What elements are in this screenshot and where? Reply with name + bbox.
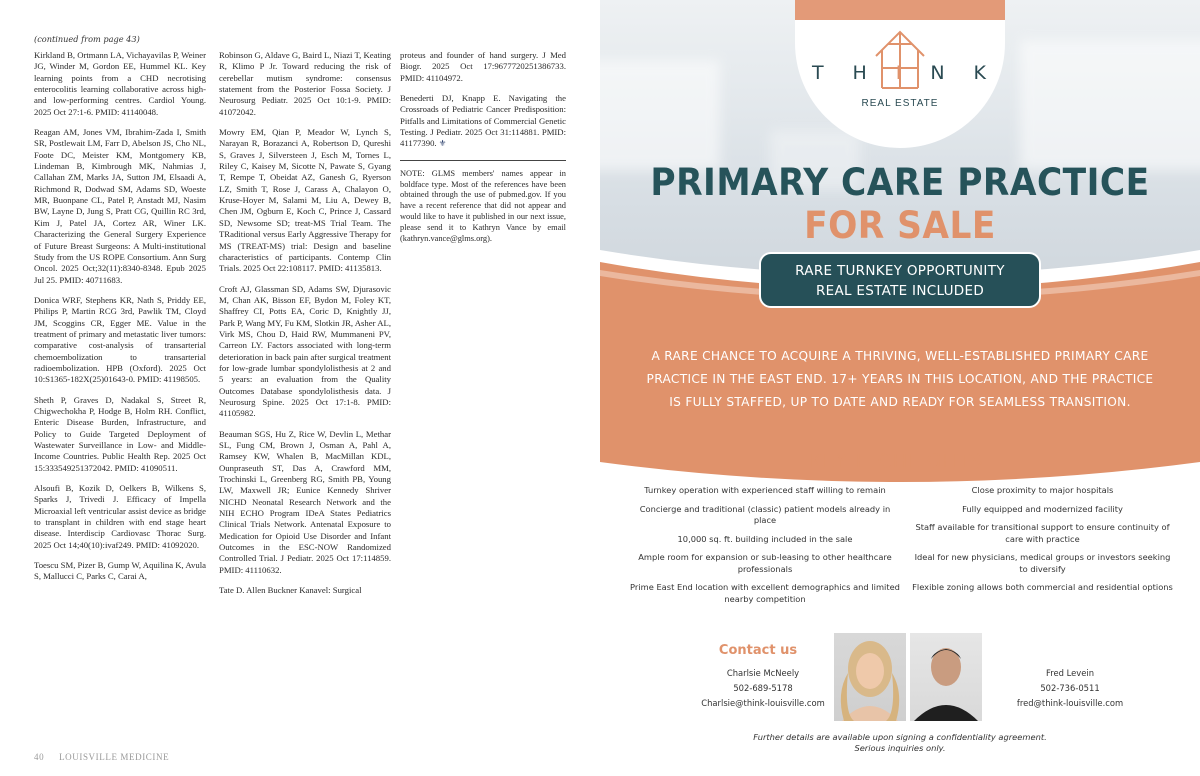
reference-entry [400, 93, 566, 150]
contact-phone: 502-689-5178 [733, 683, 793, 693]
ad-subheadline: FOR SALE [804, 204, 996, 247]
reference-entry: Mowry EM, Qian P, Meador W, Lynch S, Narayan R, Borazanci A, Robertson D, Qureshi S, Graves J, Silversteen J, Esch M, Tornes L, Riley C, Kaisey M, Sicotte N, Pawate S, Gyang T, Rempe T, Obeidat AZ, Ganesh G, Ryerson LZ, Smith T, Rose J, Carass A, Chalayon O, Kruse-Hoyer M, Salami M, Liu A, Dewey B, Chen JM, Ogburn E, Koch C, Prince J, Cassard SD, Newsome SD; treat-MS Trial Team. The TRaditional versus Early Aggressive Therapy for MS (TREAT-MS) trial: Design and baseline characteristics of participants. Contemp Clin Trials. 2025 Oct 22:108117. PMID: 41135813. [219, 127, 391, 274]
logo-letter: K [973, 62, 988, 84]
agent-photo-man [910, 633, 982, 721]
agent-photo-woman [834, 633, 906, 721]
ad-headline: PRIMARY CARE PRACTICE [650, 161, 1150, 204]
page-footer [34, 752, 169, 762]
reference-entry: Alsoufi B, Kozik D, Oelkers B, Wilkens S, Sparks J, Trivedi J. Efficacy of Impella Microaxial left ventricular assist device as bridge to transplant in children with end stage heart disease. Interdiscip Cardiovasc Thorac Surg. 2025 Oct 14;40(10):ivaf249. PMID: 41092020. [34, 483, 206, 550]
page-number: 40 [34, 752, 45, 762]
contact-email: Charlsie@think-louisville.com [701, 698, 825, 708]
reference-entry: Donica WRF, Stephens KR, Nath S, Priddy EE, Philips P, Martin RCG 3rd, Pawlik TM, Cloyd JM, Scoggins CR, Egger ME. Value in the treatment of primary and metastatic liver tumors: comparative cost-analysis of transarterial chemoembolization to transarterial radioembolization. HPB (Oxford). 2025 Oct 10:S1365-182X(25)01643-0. PMID: 41198505. [34, 294, 206, 385]
reference-entry: Robinson G, Aldave G, Baird L, Niazi T, Keating R, Klimo P Jr. Toward reducing the risk of cerebellar mutism syndrome: consensus statement from the Posterior Fossa Society. J Neurosurg Pediatr. 2025 Oct 10:1-9. PMID: 41072042. [219, 50, 391, 117]
reference-entry: Tate D. Allen Buckner Kanavel: Surgical [219, 585, 362, 596]
fine-print-line-2: Serious inquiries only. [854, 743, 946, 753]
highlight-item: Staff available for transitional support to ensure continuity of care with practice [915, 522, 1170, 544]
intro-text: A RARE CHANCE TO ACQUIRE A THRIVING, WELL-ESTABLISHED PRIMARY CARE PRACTICE IN THE EAST END. 17+ YEARS IN THIS LOCATION, AND THE PRACTICE IS FULLY STAFFED, UP TO DATE AND READY FOR SEAMLESS TRANSITION. [646, 349, 1154, 409]
fleur-de-lis-icon: ⚜ [438, 138, 447, 149]
logo-letter: I [895, 62, 904, 84]
highlight-item: Close proximity to major hospitals [971, 485, 1114, 495]
reference-text: Benederti DJ, Knapp E. Navigating the Crossroads of Pediatric Cancer Predisposition: Pitfalls and Limitations of Commercial Genetic Testing. J Pediatr. 2025 Oct 31:114881. PMID: 41177390. [400, 93, 566, 149]
highlight-item: Ample room for expansion or sub-leasing to other healthcare professionals [638, 552, 892, 574]
reference-entry: Toescu SM, Pizer B, Gump W, Aquilina K, Avula S, Mallucci C, Parks C, Carai A, [34, 560, 207, 582]
contact-name: Charlsie McNeely [726, 668, 800, 678]
reference-entry: Kirkland B, Ortmann LA, Vichayavilas P, Weiner JG, Winder M, Gordon EE, Hummel KL. Key learning points from a CHD necrotising enterocolitis learning collaborative across high- and low-performing centres. Cardiol Young. 2025 Oct 27:1-6. PMID: 41140048. [34, 50, 206, 117]
house-logo-icon [866, 26, 934, 96]
highlight-item: Turnkey operation with experienced staff willing to remain [644, 485, 886, 495]
logo-letter: T [812, 62, 826, 84]
key-highlights-title: KEY HIGHLIGHTS: [809, 450, 991, 472]
contact-phone: 502-736-0511 [1040, 683, 1100, 693]
logo-subtitle: REAL ESTATE [861, 98, 939, 109]
opportunity-banner [759, 252, 1041, 308]
continued-note: (continued from page 43) [34, 34, 140, 44]
highlight-item: 10,000 sq. ft. building included in the sale [677, 533, 853, 544]
reference-entry: Reagan AM, Jones VM, Ibrahim-Zada I, Smith SR, Postlewait LM, Farr D, Abelson JS, Cho NL, Foote DC, Meister KM, Montgomery KB, Lindeman B, Kimbrough MK, Nahmias J, Callahan ZM, Marks JA, Sutton JM, Elsaadi A, Richmond R, Dodwad SM, Adams SD, Woeste MR, Buonpane CL, Patel P, Anstadt MJ, Nasim BW, Layne D, Jung S, Pratt CG, Quillin RC 3rd, Kim J, Patel JA, Cortez AR, Winer LK. Characterizing the General Surgery Experience of Future Breast Surgeons: A Multi-institutional Study from the US ROPE Consortium. Ann Surg Oncol. 2025 Oct;32(11):8340-8348. Epub 2025 Jul 25. PMID: 40711683. [34, 127, 206, 285]
fine-print-line-1: Further details are available upon signing a confidentiality agreement. [753, 732, 1047, 742]
divider [400, 160, 566, 161]
reference-column-1 [34, 50, 206, 592]
highlights-left [630, 485, 900, 612]
logo-letter: N [930, 62, 947, 84]
real-estate-ad [600, 0, 1200, 776]
logo-letter: H [852, 62, 869, 84]
logo-top-bar [795, 0, 1005, 20]
reference-column-2 [219, 50, 391, 605]
contact-name: Fred Levein [1045, 668, 1094, 678]
contact-email: fred@think-louisville.com [1016, 698, 1124, 708]
highlight-item: Fully equipped and modernized facility [962, 503, 1123, 514]
glms-note: NOTE: GLMS members' names appear in boldface type. Most of the references have been obtained through the use of pubmed.gov. If you have a recent reference that did not appear and would like to have it published in our next issue, please send it to Kathryn Vance by email (kathryn.vance@glms.org). [400, 168, 566, 243]
highlights-right [910, 485, 1175, 601]
contact-card-2 [995, 666, 1145, 711]
contact-card-1 [688, 666, 838, 711]
logo-wordmark [812, 62, 988, 84]
banner-line-1: RARE TURNKEY OPPORTUNITY [795, 263, 1005, 279]
fine-print [700, 732, 1100, 754]
reference-entry: Beauman SGS, Hu Z, Rice W, Devlin L, Methar SL, Fung CM, Brown J, Osman A, Pahl A, Ramsey KW, Whalen B, MacMillan KDL, Ounpraseuth ST, Das A, Crawford MM, Trochinski L, Greenberg RG, Smith PB, Young LW, Maxwell JR; Eunice Kennedy Shriver NICHD Neonatal Research Network and the NIH ECHO Program IDeA States Pediatrics Clinical Trials Network. Antenatal Exposure to Medication for Opioid Use Disorder and Infant Outcomes in the ESC-NOW Randomized Controlled Trial. J Pediatr. 2025 Oct 17:114859. PMID: 41110632. [219, 428, 391, 575]
contact-title: Contact us [718, 643, 798, 658]
highlight-item: Prime East End location with excellent demographics and limited nearby competition [630, 582, 900, 604]
highlight-item: Ideal for new physicians, medical groups or investors seeking to diversify [914, 552, 1171, 574]
highlight-item: Flexible zoning allows both commercial and residential options [912, 582, 1173, 592]
publication-title: LOUISVILLE MEDICINE [59, 752, 170, 762]
banner-line-2: REAL ESTATE INCLUDED [815, 283, 985, 299]
reference-column-3 [400, 50, 566, 253]
reference-entry: proteus and founder of hand surgery. J Med Biogr. 2025 Oct 17:9677720251386733. PMID: 41104972. [400, 50, 566, 83]
reference-entry: Sheth P, Graves D, Nadakal S, Street R, Chigwechokha P, Hodge B, Holm RH. Conflict, Enteric Disease Burden, Infrastructure, and Policy to Guide Targeted Deployment of Wastewater Surveillance in Low- and Middle-Income Countries. Public Health Rep. 2025 Oct 15:333549251372042. PMID: 41090511. [34, 394, 206, 473]
reference-entry: Croft AJ, Glassman SD, Adams SW, Djurasovic M, Chan AK, Bisson EF, Bydon M, Foley KT, Shaffrey CI, Potts EA, Coric D, Knightly JJ, Park P, Wang MY, Fu KM, Slotkin JR, Asher AL, Virk MS, Chou D, Haid RW, Mummaneni PV, Carreon LY. Factors associated with long-term deterioration in back pain after surgical treatment for low-grade lumbar spondylolisthesis at 2 and 5 years: an evaluation from the Quality Outcomes Database spondylolisthesis data. J Neurosurg Spine. 2025 Oct 17:1-8. PMID: 41105982. [219, 283, 391, 419]
highlight-item: Concierge and traditional (classic) patient models already in place [639, 503, 891, 525]
